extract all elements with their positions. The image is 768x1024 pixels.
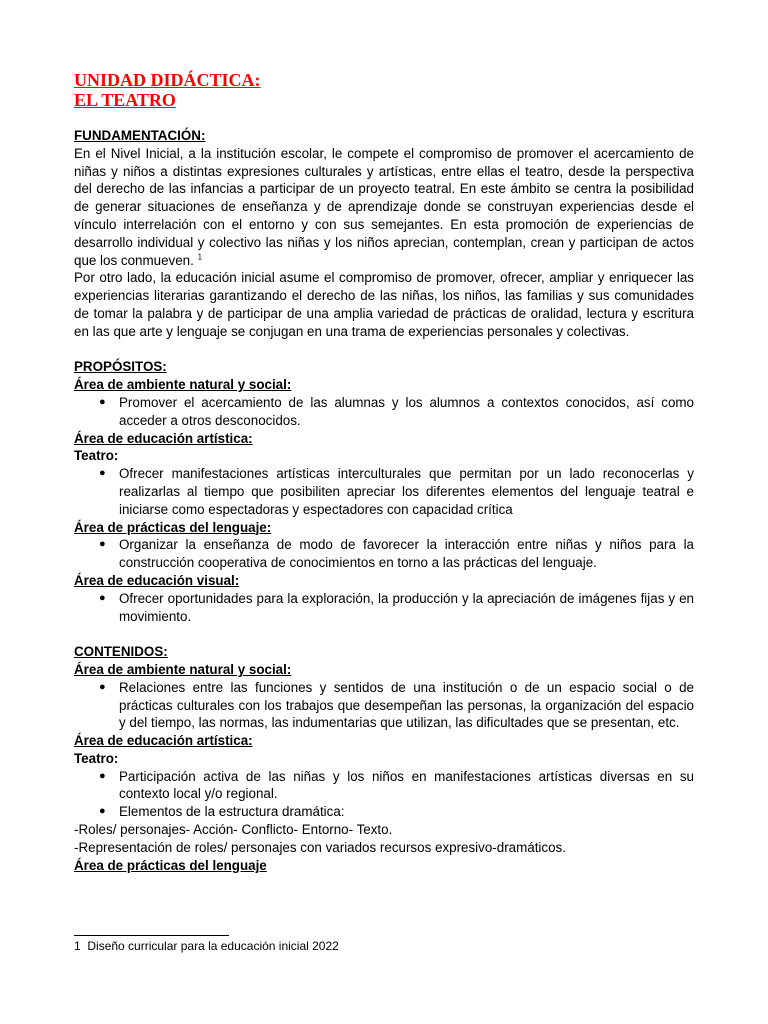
footnote-reference: 1 [197,252,203,262]
fundamentacion-paragraph-2: Por otro lado, la educación inicial asume el compromiso de promover, ofrecer, ampliar y enriquecer las experiencias literarias garantizando el derecho de las niñas, los niños, las familias y sus comunidades de tomar la palabra y de participar de una amplia variedad de prácticas de oralidad, lectura y escritura en las que arte y lenguaje se conjugan en una trama de experiencias personales y colectivas. [74,270,694,339]
bullet-icon: ● [99,395,106,408]
bullet-icon: ● [99,591,106,604]
propositos-heading: PROPÓSITOS: [74,359,167,375]
list-item: ● Ofrecer manifestaciones artísticas interculturales que permitan por un lado reconocerlas y realizarlas al tiempo que posibiliten apreciar los diferentes elementos del lenguaje teatral e iniciarse como espectadoras y espectadores con capacidad crítica [99,466,694,517]
document-title [74,70,261,110]
bullet-icon: ● [99,680,106,693]
list-item: ● Promover el acercamiento de las alumnas y los alumnos a contextos conocidos, así como acceder a otros desconocidos. [99,394,694,428]
bullet-icon: ● [99,538,106,551]
propositos-teatro-subheading: Teatro: [74,448,119,464]
list-item: ● Elementos de la estructura dramática: [99,804,345,820]
footnote-number: 1 [74,939,81,953]
fundamentacion-heading: FUNDAMENTACIÓN: [74,128,206,143]
title-line-2: EL TEATRO [74,90,176,110]
propositos-area-lenguaje-list [74,536,694,572]
dramatic-structure-line-1: -Roles/ personajes- Acción- Conflicto- Entorno- Texto. [74,822,393,838]
contenidos-area-ambiente-list [74,679,694,732]
list-item: ● Ofrecer oportunidades para la exploración, la producción y la apreciación de imágenes fijas y en movimiento. [99,590,694,624]
title-line-1: UNIDAD DIDÁCTICA: [74,70,261,90]
propositos-area-ambiente-list [74,394,694,430]
footnote-text: Diseño curricular para la educación inicial 2022 [87,939,339,953]
propositos-area-visual-heading: Área de educación visual: [74,572,240,588]
contenidos-heading: CONTENIDOS: [74,644,168,660]
bullet-icon: ● [99,769,106,782]
propositos-area-artistica-list [74,465,694,518]
footnote-separator [74,935,229,936]
bullet-icon: ● [99,805,106,818]
propositos-area-visual-list [74,590,694,626]
bullet-icon: ● [99,467,106,480]
dramatic-structure-line-2: -Representación de roles/ personajes con variados recursos expresivo-dramáticos. [74,839,566,855]
propositos-area-ambiente-heading: Área de ambiente natural y social: [74,377,292,393]
fundamentacion-paragraph-1 [74,145,694,270]
contenidos-area-artistica-heading: Área de educación artística: [74,733,253,749]
contenidos-teatro-subheading: Teatro: [74,750,119,766]
fundamentacion-paragraph-1-text: En el Nivel Inicial, a la institución escolar, le compete el compromiso de promover el acercamiento de niñas y niños a distintas expresiones culturales y artísticas, entre ellas el teatro, desde la perspectiva del derecho de las infancias a participar de un proyecto teatral. En este ámbito se centra la posibilidad de generar situaciones de enseñanza y de aprendizaje donde se construyan experiencias desde el vínculo interrelación con el entorno y con sus semejantes. En esta promoción de experiencias de desarrollo individual y colectivo las niñas y los niños aprecian, contemplan, crean y participan de actos que los conmueven. [74,145,694,268]
list-item: ● Organizar la enseñanza de modo de favorecer la interacción entre niñas y niños para la construcción cooperativa de conocimientos en torno a las prácticas del lenguaje. [99,537,694,571]
contenidos-area-lenguaje-heading: Área de prácticas del lenguaje [74,857,267,873]
propositos-area-artistica-heading: Área de educación artística: [74,430,253,446]
document-body [74,127,694,874]
list-item: ● Participación activa de las niñas y los niños en manifestaciones artísticas diversas en su contexto local y/o regional. [99,768,694,802]
document-page [74,0,694,1024]
list-item: ● Relaciones entre las funciones y sentidos de una institución o de un espacio social o de prácticas culturales con los trabajos que desempeñan las personas, la organización del espacio y del tiempo, las normas, las indumentarias que utilizan, las dificultades que se presentan, etc. [99,679,694,731]
contenidos-area-artistica-list [74,768,694,821]
contenidos-area-ambiente-heading: Área de ambiente natural y social: [74,661,292,677]
footnote [74,939,339,953]
propositos-area-lenguaje-heading: Área de prácticas del lenguaje: [74,519,272,535]
